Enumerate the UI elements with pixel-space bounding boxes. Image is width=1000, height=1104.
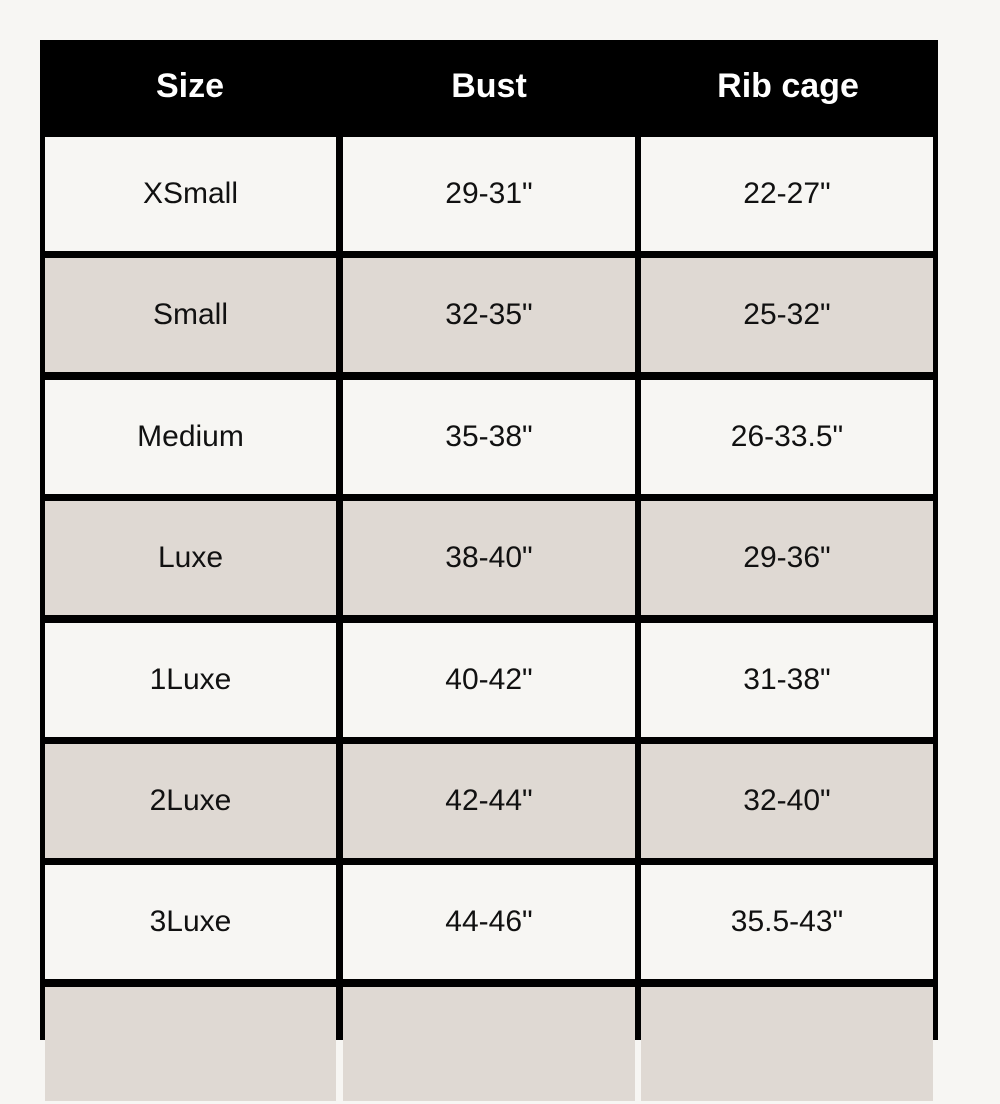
size-cell: 3Luxe	[45, 865, 336, 979]
bust-cell: 32-35"	[343, 258, 635, 372]
bust-cell: 40-42"	[343, 623, 635, 737]
rib-cage-cell: 22-27"	[641, 137, 933, 251]
bust-cell: 44-46"	[343, 865, 635, 979]
bust-cell: 42-44"	[343, 744, 635, 858]
bust-cell	[343, 987, 635, 1101]
size-cell: Medium	[45, 380, 336, 494]
table-row	[40, 376, 938, 497]
bust-cell: 29-31"	[343, 137, 635, 251]
bust-cell: 38-40"	[343, 501, 635, 615]
table-row	[40, 983, 938, 1104]
size-cell: 1Luxe	[45, 623, 336, 737]
size-cell: XSmall	[45, 137, 336, 251]
table-row	[40, 740, 938, 861]
table-row	[40, 133, 938, 254]
header-size: Size	[155, 67, 225, 105]
header-rib-cage: Rib cage	[717, 67, 859, 105]
table-row	[40, 497, 938, 618]
bust-cell: 35-38"	[343, 380, 635, 494]
table-row	[40, 861, 938, 982]
table-row	[40, 254, 938, 375]
header-bust: Bust	[451, 67, 527, 105]
size-cell: Small	[45, 258, 336, 372]
rib-cage-cell: 29-36"	[641, 501, 933, 615]
table-row	[40, 619, 938, 740]
size-cell: 2Luxe	[45, 744, 336, 858]
rib-cage-cell: 31-38"	[641, 623, 933, 737]
rib-cage-cell: 25-32"	[641, 258, 933, 372]
size-cell	[45, 987, 336, 1101]
table-header-row	[40, 40, 938, 133]
rib-cage-cell: 26-33.5"	[641, 380, 933, 494]
rib-cage-cell: 32-40"	[641, 744, 933, 858]
rib-cage-cell: 35.5-43"	[641, 865, 933, 979]
size-chart-table	[40, 40, 938, 1040]
rib-cage-cell	[641, 987, 933, 1101]
size-cell: Luxe	[45, 501, 336, 615]
